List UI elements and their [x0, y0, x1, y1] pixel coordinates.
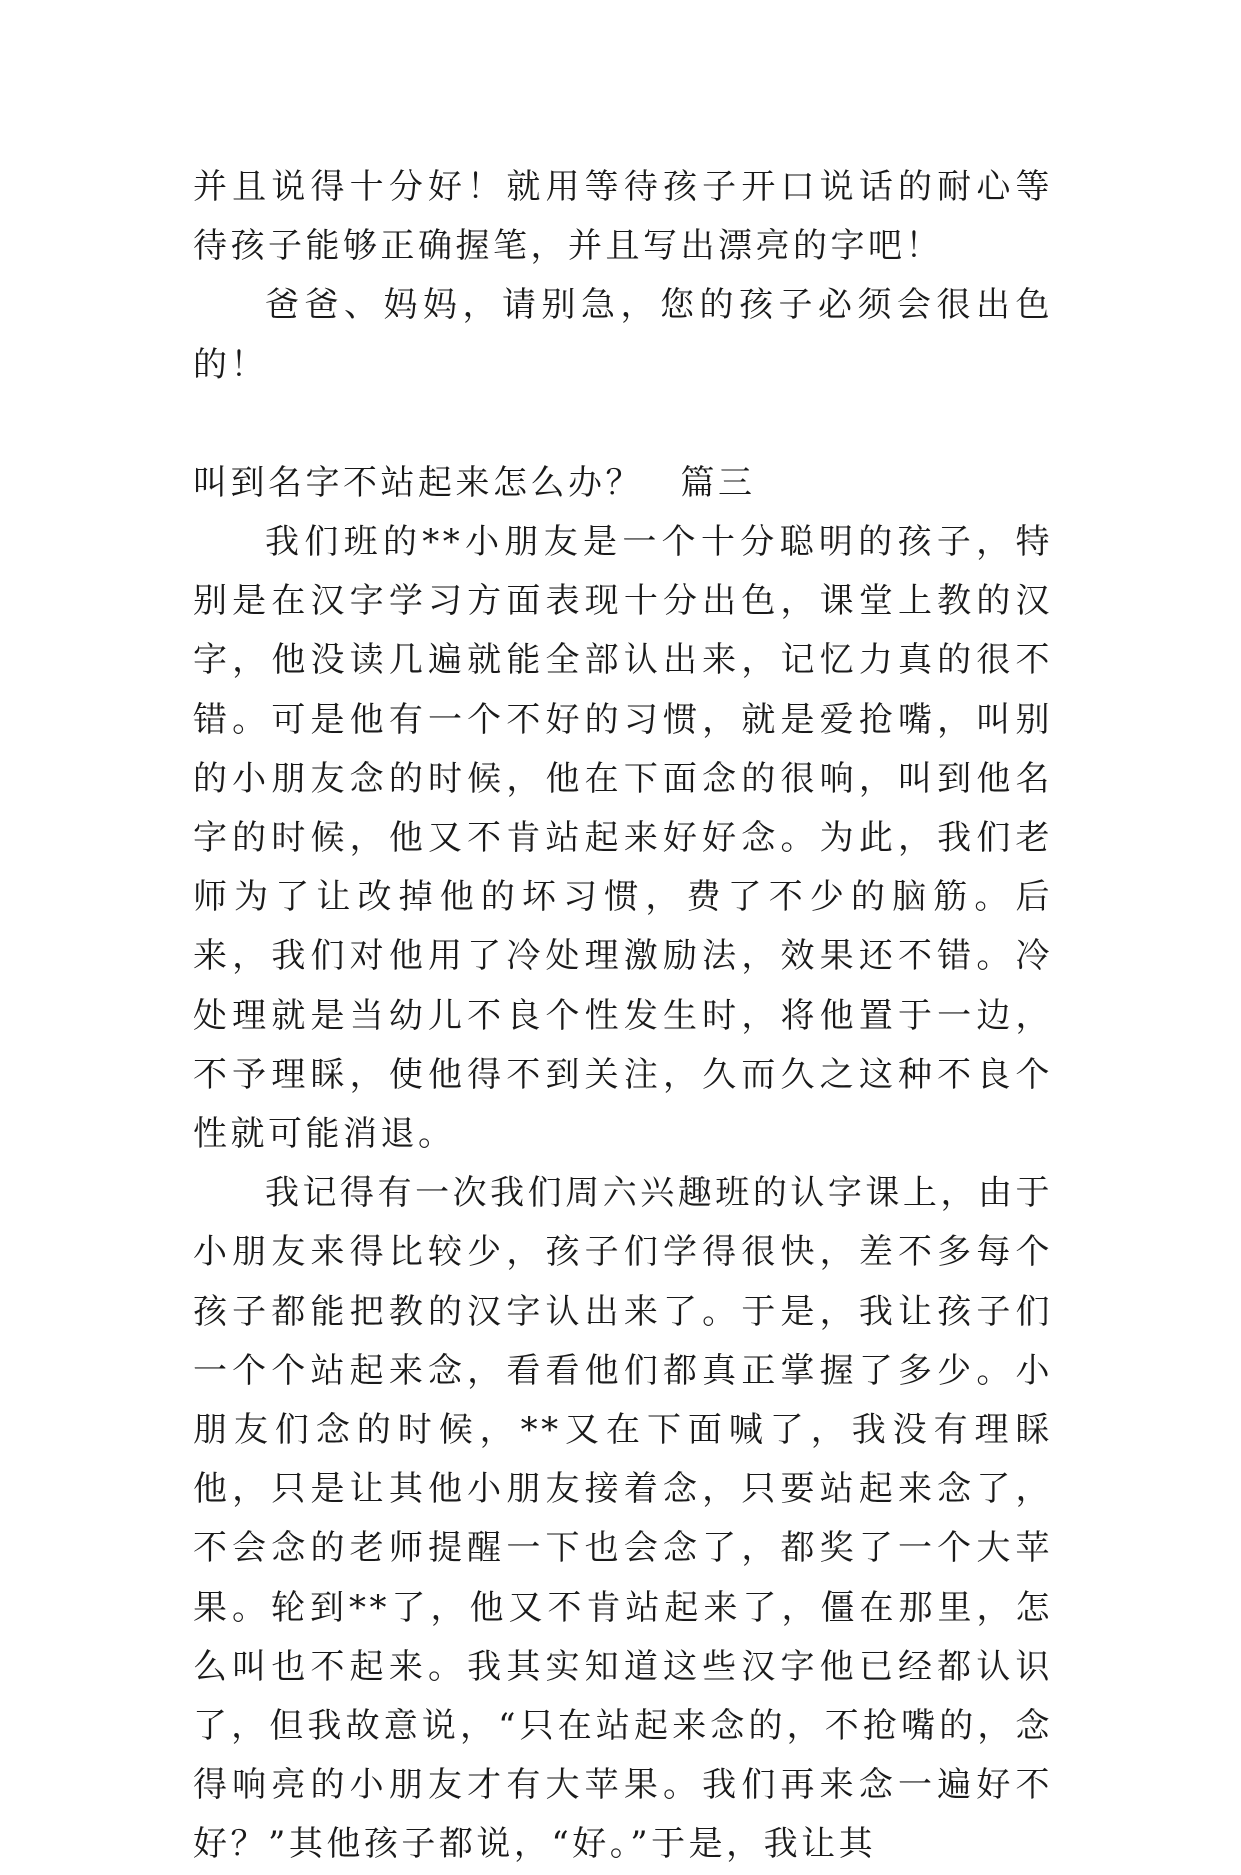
document-body — [193, 158, 1053, 1875]
section-heading: 叫到名字不站起来怎么办？ 篇三 — [193, 462, 756, 503]
closing-paragraph: 爸爸、妈妈，请别急，您的孩子必须会很出色的！ — [193, 285, 1053, 385]
continuation-paragraph: 并且说得十分好！就用等待孩子开口说话的耐心等待孩子能够正确握笔，并且写出漂亮的字吧！ — [193, 167, 1053, 267]
body-paragraph-2: 我记得有一次我们周六兴趣班的认字课上，由于小朋友来得比较少，孩子们学得很快，差不多每个孩子都能把教的汉字认出来了。于是，我让孩子们一个个站起来念，看看他们都真正掌握了多少。小朋友们念的时候，**又在下面喊了，我没有理睬他，只是让其他小朋友接着念，只要站起来念了，不会念的老师提醒一下也会念了，都奖了一个大苹果。轮到**了，他又不肯站起来了，僵在那里，怎么叫也不起来。我其实知道这些汉字他已经都认识了，但我故意说，“只在站起来念的，不抢嘴的，念得响亮的小朋友才有大苹果。我们再来念一遍好不好？”其他孩子都说，“好。”于是，我让其 — [193, 1173, 1053, 1865]
section-gap — [193, 395, 1053, 454]
body-paragraph-1: 我们班的**小朋友是一个十分聪明的孩子，特别是在汉字学习方面表现十分出色，课堂上教的汉字，他没读几遍就能全部认出来，记忆力真的很不错。可是他有一个不好的习惯，就是爱抢嘴，叫别的小朋友念的时候，他在下面念的很响，叫到他名字的时候，他又不肯站起来好好念。为此，我们老师为了让改掉他的坏习惯，费了不少的脑筋。后来，我们对他用了冷处理激励法，效果还不错。冷处理就是当幼儿不良个性发生时，将他置于一边，不予理睬，使他得不到关注，久而久之这种不良个性就可能消退。 — [193, 522, 1053, 1155]
